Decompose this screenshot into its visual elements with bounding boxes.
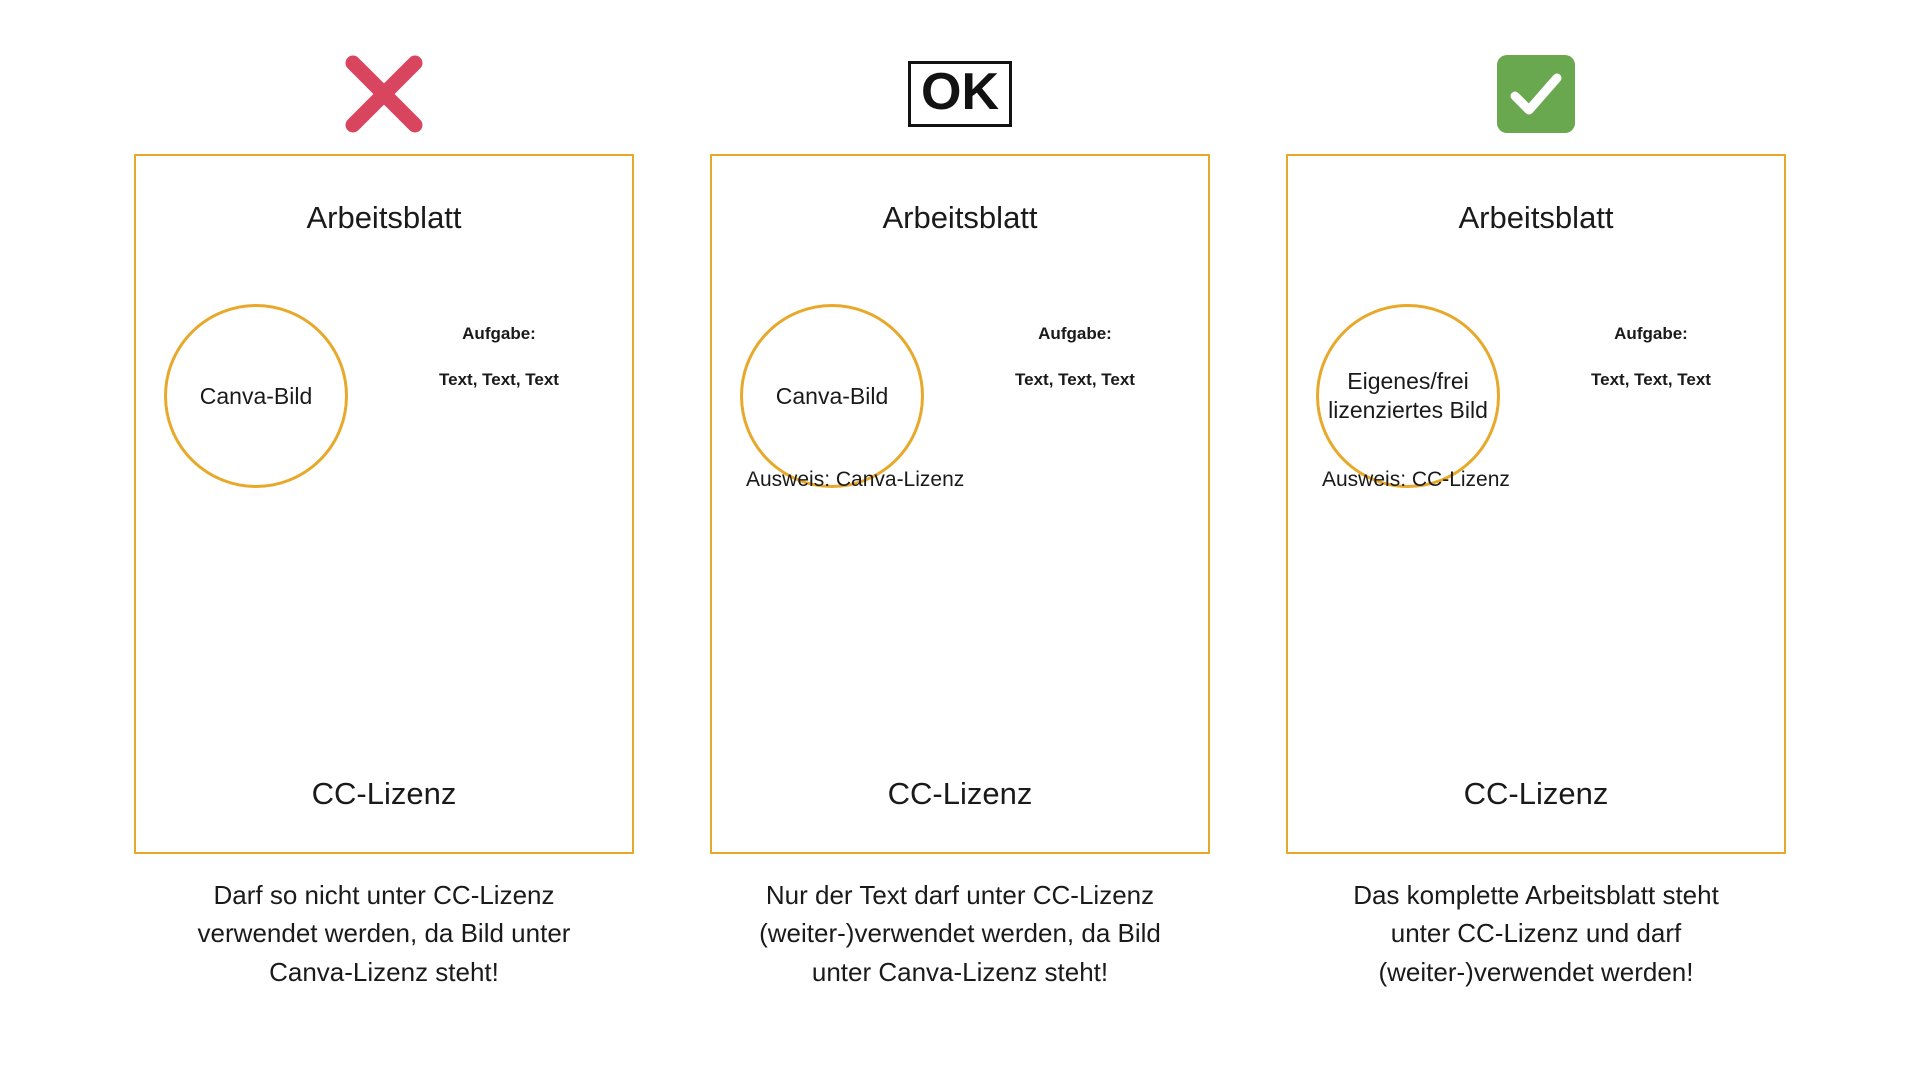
task-label: Aufgabe: [462,324,536,343]
sheet-license-footer: CC-Lizenz [887,776,1033,811]
license-badge-line: Ausweis: CC-Lizenz [1322,468,1510,491]
sheet-title: Arbeitsblatt [306,200,462,235]
sheet-license-footer: CC-Lizenz [311,776,457,811]
task-text: Text, Text, Text [439,370,559,389]
red-cross-icon [341,51,427,137]
column-caption: Nur der Text darf unter CC-Lizenz (weiter-)verwendet werden, da Bild unter Canva-Lizenz steht! [759,880,1161,987]
worksheet-column-2 [710,34,1210,991]
worksheet-column-1 [134,34,634,991]
ok-box-icon: OK [908,61,1012,127]
worksheet-sheet-2 [710,154,1210,854]
column-caption: Darf so nicht unter CC-Lizenz verwendet werden, da Bild unter Canva-Lizenz steht! [197,880,571,987]
task-label: Aufgabe: [1614,324,1688,343]
task-block [384,324,614,390]
green-check-icon [1497,55,1575,133]
image-placeholder-circle: Eigenes/frei lizenziertes Bild [1316,304,1500,488]
column-caption: Das komplette Arbeitsblatt steht unter CC-Lizenz und darf (weiter-)verwendet werden! [1353,880,1719,987]
task-label: Aufgabe: [1038,324,1112,343]
license-badge-line: Ausweis: Canva-Lizenz [746,468,965,491]
image-placeholder-circle: Canva-Bild [164,304,348,488]
sheet-license-footer: CC-Lizenz [1463,776,1609,811]
worksheet-sheet-1 [134,154,634,854]
image-placeholder-circle: Canva-Bild [740,304,924,488]
task-block [1536,324,1766,390]
sheet-title: Arbeitsblatt [1458,200,1614,235]
status-indicator-3 [1497,34,1575,154]
status-indicator-1 [341,34,427,154]
task-text: Text, Text, Text [1591,370,1711,389]
status-indicator-2 [908,34,1012,154]
worksheet-column-3 [1286,34,1786,991]
task-block [960,324,1190,390]
worksheet-sheet-3 [1286,154,1786,854]
sheet-title: Arbeitsblatt [882,200,1038,235]
task-text: Text, Text, Text [1015,370,1135,389]
